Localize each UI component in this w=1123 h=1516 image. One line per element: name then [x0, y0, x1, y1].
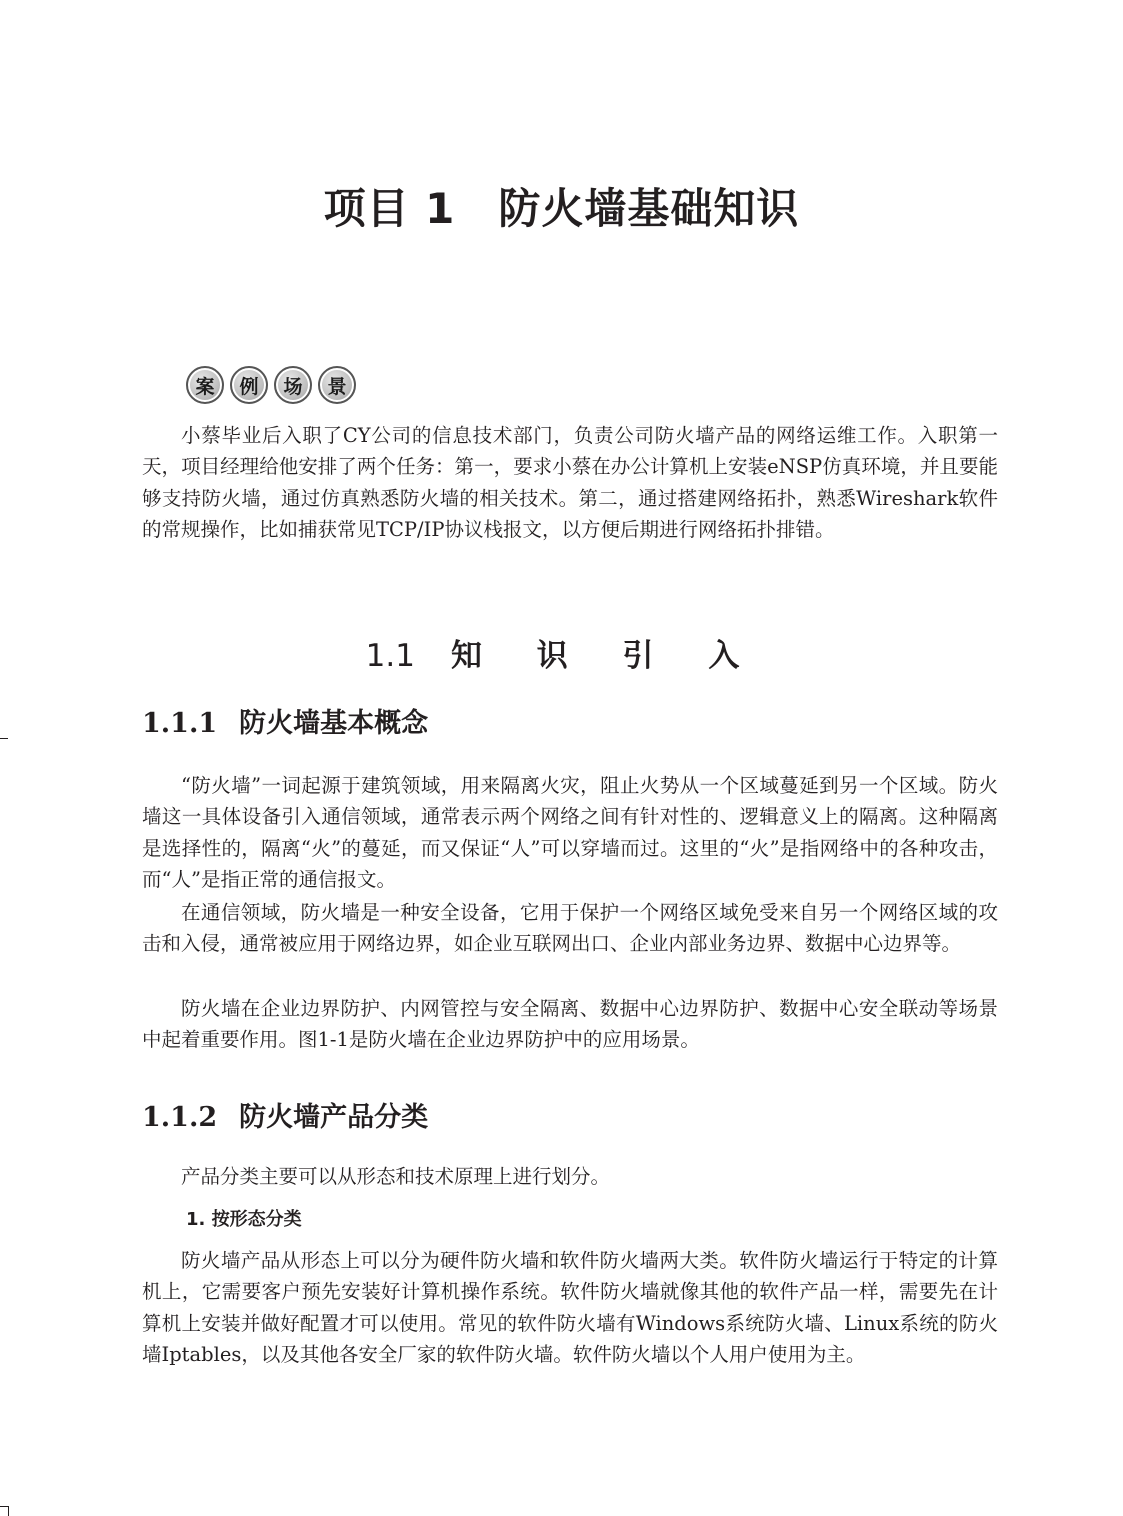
section-title: 知 识 引 入 — [450, 638, 758, 674]
case-scenario-badges — [186, 366, 356, 404]
concept-paragraph-1: “防火墙”一词起源于建筑领域，用来隔离火灾，阻止火势从一个区域蔓延到另一个区域。防火墙这一具体设备引入通信领域，通常表示两个网络之间有针对性的、逻辑意义上的隔离。这种隔离是选择性的，隔离“火”的蔓延，而又保证“人”可以穿墙而过。这里的“火”是指网络中的各种攻击，而“人”是指正常的通信报文。 — [142, 774, 998, 891]
concept-paragraph-2: 在通信领域，防火墙是一种安全设备，它用于保护一个网络区域免受来自另一个网络区域的攻击和入侵，通常被应用于网络边界，如企业互联网出口、企业内部业务边界、数据中心边界等。 — [142, 901, 998, 956]
case-paragraph: 小蔡毕业后入职了CY公司的信息技术部门，负责公司防火墙产品的网络运维工作。入职第一天，项目经理给他安排了两个任务：第一，要求小蔡在办公计算机上安装eNSP仿真环境，并且要能够支持防火墙，通过仿真熟悉防火墙的相关技术。第二，通过搭建网络拓扑，熟悉Wireshark软件的常规操作，比如捕获常见TCP/IP协议栈报文，以方便后期进行网络拓扑排错。 — [142, 424, 998, 541]
case-badge: 例 — [230, 366, 268, 404]
subsection-heading-1 — [142, 706, 428, 742]
concept-paragraph-3: 防火墙在企业边界防护、内网管控与安全隔离、数据中心边界防护、数据中心安全联动等场景中起着重要作用。图1-1是防火墙在企业边界防护中的应用场景。 — [142, 997, 998, 1052]
crop-mark — [0, 738, 8, 739]
form-classification-paragraph: 防火墙产品从形态上可以分为硬件防火墙和软件防火墙两大类。软件防火墙运行于特定的计算机上，它需要客户预先安装好计算机操作系统。软件防火墙就像其他的软件产品一样，需要先在计算机上安装并做好配置才可以使用。常见的软件防火墙有Windows系统防火墙、Linux系统的防火墙Iptables，以及其他各安全厂家的软件防火墙。软件防火墙以个人用户使用为主。 — [142, 1249, 998, 1366]
section-heading — [0, 636, 1123, 676]
subsection-heading-2 — [142, 1100, 428, 1136]
project-title: 项目 1 防火墙基础知识 — [323, 184, 800, 233]
subsection-number: 1.1.1 — [142, 708, 218, 739]
case-badge: 景 — [318, 366, 356, 404]
crop-mark — [8, 1506, 9, 1516]
case-badge: 场 — [274, 366, 312, 404]
case-badge: 案 — [186, 366, 224, 404]
subsection-title: 防火墙产品分类 — [239, 1102, 429, 1133]
minor-heading: 1. 按形态分类 — [186, 1209, 302, 1230]
classification-intro: 产品分类主要可以从形态和技术原理上进行划分。 — [181, 1165, 611, 1188]
subsection-number: 1.1.2 — [142, 1102, 218, 1133]
section-number: 1.1 — [365, 638, 415, 674]
subsection-title: 防火墙基本概念 — [239, 708, 429, 739]
crop-mark — [0, 1506, 8, 1507]
